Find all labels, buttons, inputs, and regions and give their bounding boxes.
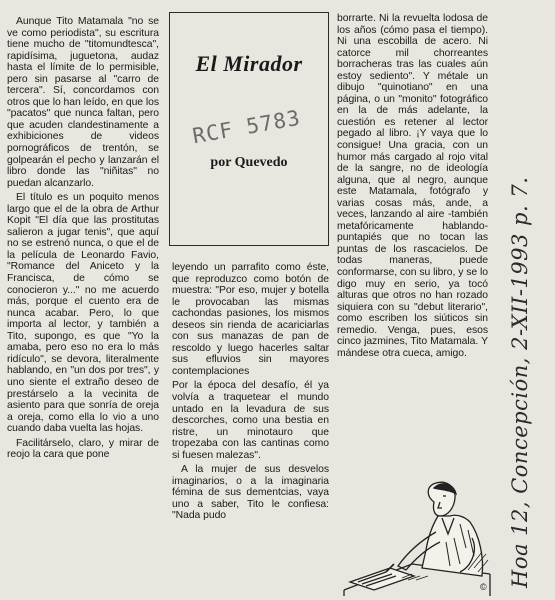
paragraph: A la mujer de sus desvelos imaginarios, o a la imaginaria fémina de sus dementcias, vaya uno a saber, Tito le confiesa: "Nada pudo bbox=[172, 464, 329, 522]
handwritten-annotation: Hoa 12, Concepción, 2-XII-1993 p. 7. bbox=[508, 176, 532, 588]
archive-stamp: RCF 5783 bbox=[190, 105, 303, 149]
column-title: El Mirador bbox=[195, 51, 303, 76]
paragraph: El título es un poquito menos largo que el de la obra de Arthur Kopit "El día que las prostitutas salieron a jugar tenis", que aquí no se estrenó nunca, o que el de la película de Leonardo Favio, "Romance del Aniceto y la Francisca, de cómo se conocieron y..." no me acuerdo más, porque el cuento era de nunca acabar. Pero, lo que importa al lector, y también a Tito, supongo, es que "Yo la amaba, pero eso no era lo más ridículo", se devora, literalmente hablando, en "un dos por tres", y uno siente el extraño deseo de prestárselo a la vecinita de asiento para que sonría de oreja a oreja, como ella lo vio a uno cuando daba vuelta las hojas. bbox=[7, 192, 159, 435]
copyright-mark: © bbox=[480, 582, 487, 592]
man-writing-at-desk-illustration bbox=[342, 478, 492, 596]
author-byline: por Quevedo bbox=[210, 155, 288, 170]
article-column-3 bbox=[337, 13, 488, 359]
article-column-2 bbox=[172, 262, 329, 522]
paragraph: Por la época del desafío, él ya volvía a traquetear el mundo untado en la levadura de sus descorches, como una bestia en ristre, un minotauro que tropezaba con las cantinas como si fuesen malezas". bbox=[172, 380, 329, 461]
paragraph: Aunque Tito Matamala "no se ve como periodista", su escritura tiene mucho de "titomundtesca", rapidísima, juguetona, audaz hasta el límite de lo permisible, pero sin pasarse al "carro de tercera". Sí, concordamos con otros que lo han leído, en que los "pacatos" que nunca faltan, pero que acuden clandestinamente a exhibiciones de videos pornográficos de trentón, se golpearán el pecho y lanzarán el libro donde las "niñitas" no puedan alcanzarlo. bbox=[7, 16, 159, 189]
paragraph: leyendo un parrafito como éste, que reproduzco como botón de muestra: "Por eso, mujer y botella le provocaban las mismas cachondas pasiones, los mismos deseos sin rienda de acariciarlas con sus manazas de pan de rescoldo y luego hacerles saltar sus efluvios sin mayores contemplaciones bbox=[172, 262, 329, 377]
article-column-1 bbox=[7, 16, 159, 461]
paragraph: borrarte. Ni la revuelta lodosa de los años (cómo pasa el tiempo). Ni una escobilla de acero. Ni catorce mil chorreantes borracheras tras las cuales aún estoy sediento". Y métale un dibujo "quinotiano" en una página, o un "monito" fotográfico en la de más adelante, la cuestión es retener al lector pegado al libro. ¡Y vaya que lo consigue! Una gracia, con un humor más cargado al rojo vital de la sangre, no de ideología alguna, que al negro, aunque este Matamala, fotógrafo y varias cosas más, ande, a veces, lanzando al aire -también metafóricamente hablando- puntapiés que no tocan las puntas de los rascacielos. De todas maneras, puede conformarse, con su libro, y se lo digo muy en serio, ya tocó alturas que otros no han rozado siquiera con su "debut literario", como escriben los siúticos sin remedio. Venga, pues, esos cinco jazmines, Tito Matamala. Y mándese otra cueca, amigo. bbox=[337, 13, 488, 359]
column-header-box bbox=[169, 12, 329, 246]
paragraph: Facilitárselo, claro, y mirar de reojo la cara que pone bbox=[7, 437, 159, 461]
